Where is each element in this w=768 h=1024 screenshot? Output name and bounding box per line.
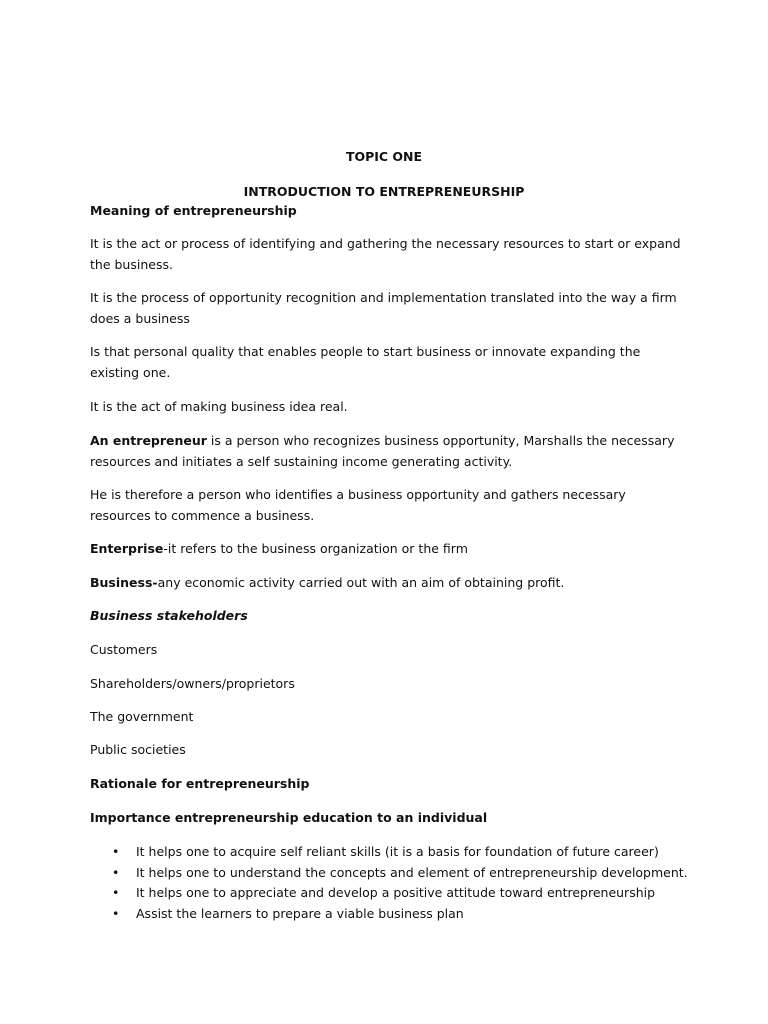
list-item [90, 863, 690, 884]
bullet-icon: • [112, 905, 120, 921]
list-item [90, 883, 690, 904]
list-item-text: It helps one to acquire self reliant skills (it is a basis for foundation of future career) [136, 844, 659, 859]
list-item-text: Assist the learners to prepare a viable business plan [136, 905, 464, 921]
entrepreneur-definition [90, 430, 690, 472]
bullet-icon: • [112, 885, 120, 900]
rationale-heading: Rationale for entrepreneurship [90, 776, 310, 791]
list-item-text: It helps one to appreciate and develop a positive attitude toward entrepreneurship [136, 885, 656, 900]
list-item-text: It helps one to understand the concepts and element of entrepreneurship development. [136, 864, 688, 880]
enterprise-definition [90, 538, 690, 559]
list-item [90, 904, 690, 925]
entrepreneur-term: An entrepreneur [90, 433, 207, 448]
bullet-icon: • [112, 864, 120, 880]
stakeholder-item: Public societies [90, 742, 186, 757]
business-definition [90, 572, 690, 593]
enterprise-text: -it refers to the business organization or the firm [163, 541, 468, 556]
page-title: INTRODUCTION TO ENTREPRENEURSHIP [243, 184, 525, 199]
meaning-paragraph-4: It is the act of making business idea real. [90, 399, 348, 414]
importance-heading: Importance entrepreneurship education to an individual [90, 810, 488, 825]
stakeholder-item: The government [90, 709, 194, 724]
bullet-icon: • [112, 844, 120, 859]
meaning-paragraph-1: It is the act or process of identifying and gathering the necessary resources to start or expand the business. [90, 236, 681, 272]
stakeholder-item: Shareholders/owners/proprietors [90, 676, 295, 691]
business-term: Business- [90, 575, 158, 590]
list-item [90, 842, 690, 863]
meaning-paragraph-3: Is that personal quality that enables people to start business or innovate expanding the existing one. [90, 344, 641, 380]
entrepreneur-text: is a person who recognizes business opportunity, Marshalls the necessary resources and initiates a self sustaining income generating activity. [90, 433, 675, 469]
meaning-heading: Meaning of entrepreneurship [90, 203, 297, 218]
importance-list [90, 842, 690, 924]
topic-heading: TOPIC ONE [345, 149, 423, 164]
stakeholder-item: Customers [90, 642, 158, 657]
meaning-paragraph-2: It is the process of opportunity recognition and implementation translated into the way a firm does a business [90, 290, 677, 326]
entrepreneur-extra: He is therefore a person who identifies a business opportunity and gathers necessary resources to commence a business. [90, 487, 626, 523]
enterprise-term: Enterprise [90, 541, 164, 556]
stakeholders-heading: Business stakeholders [90, 608, 248, 623]
business-text: any economic activity carried out with an aim of obtaining profit. [157, 575, 565, 590]
